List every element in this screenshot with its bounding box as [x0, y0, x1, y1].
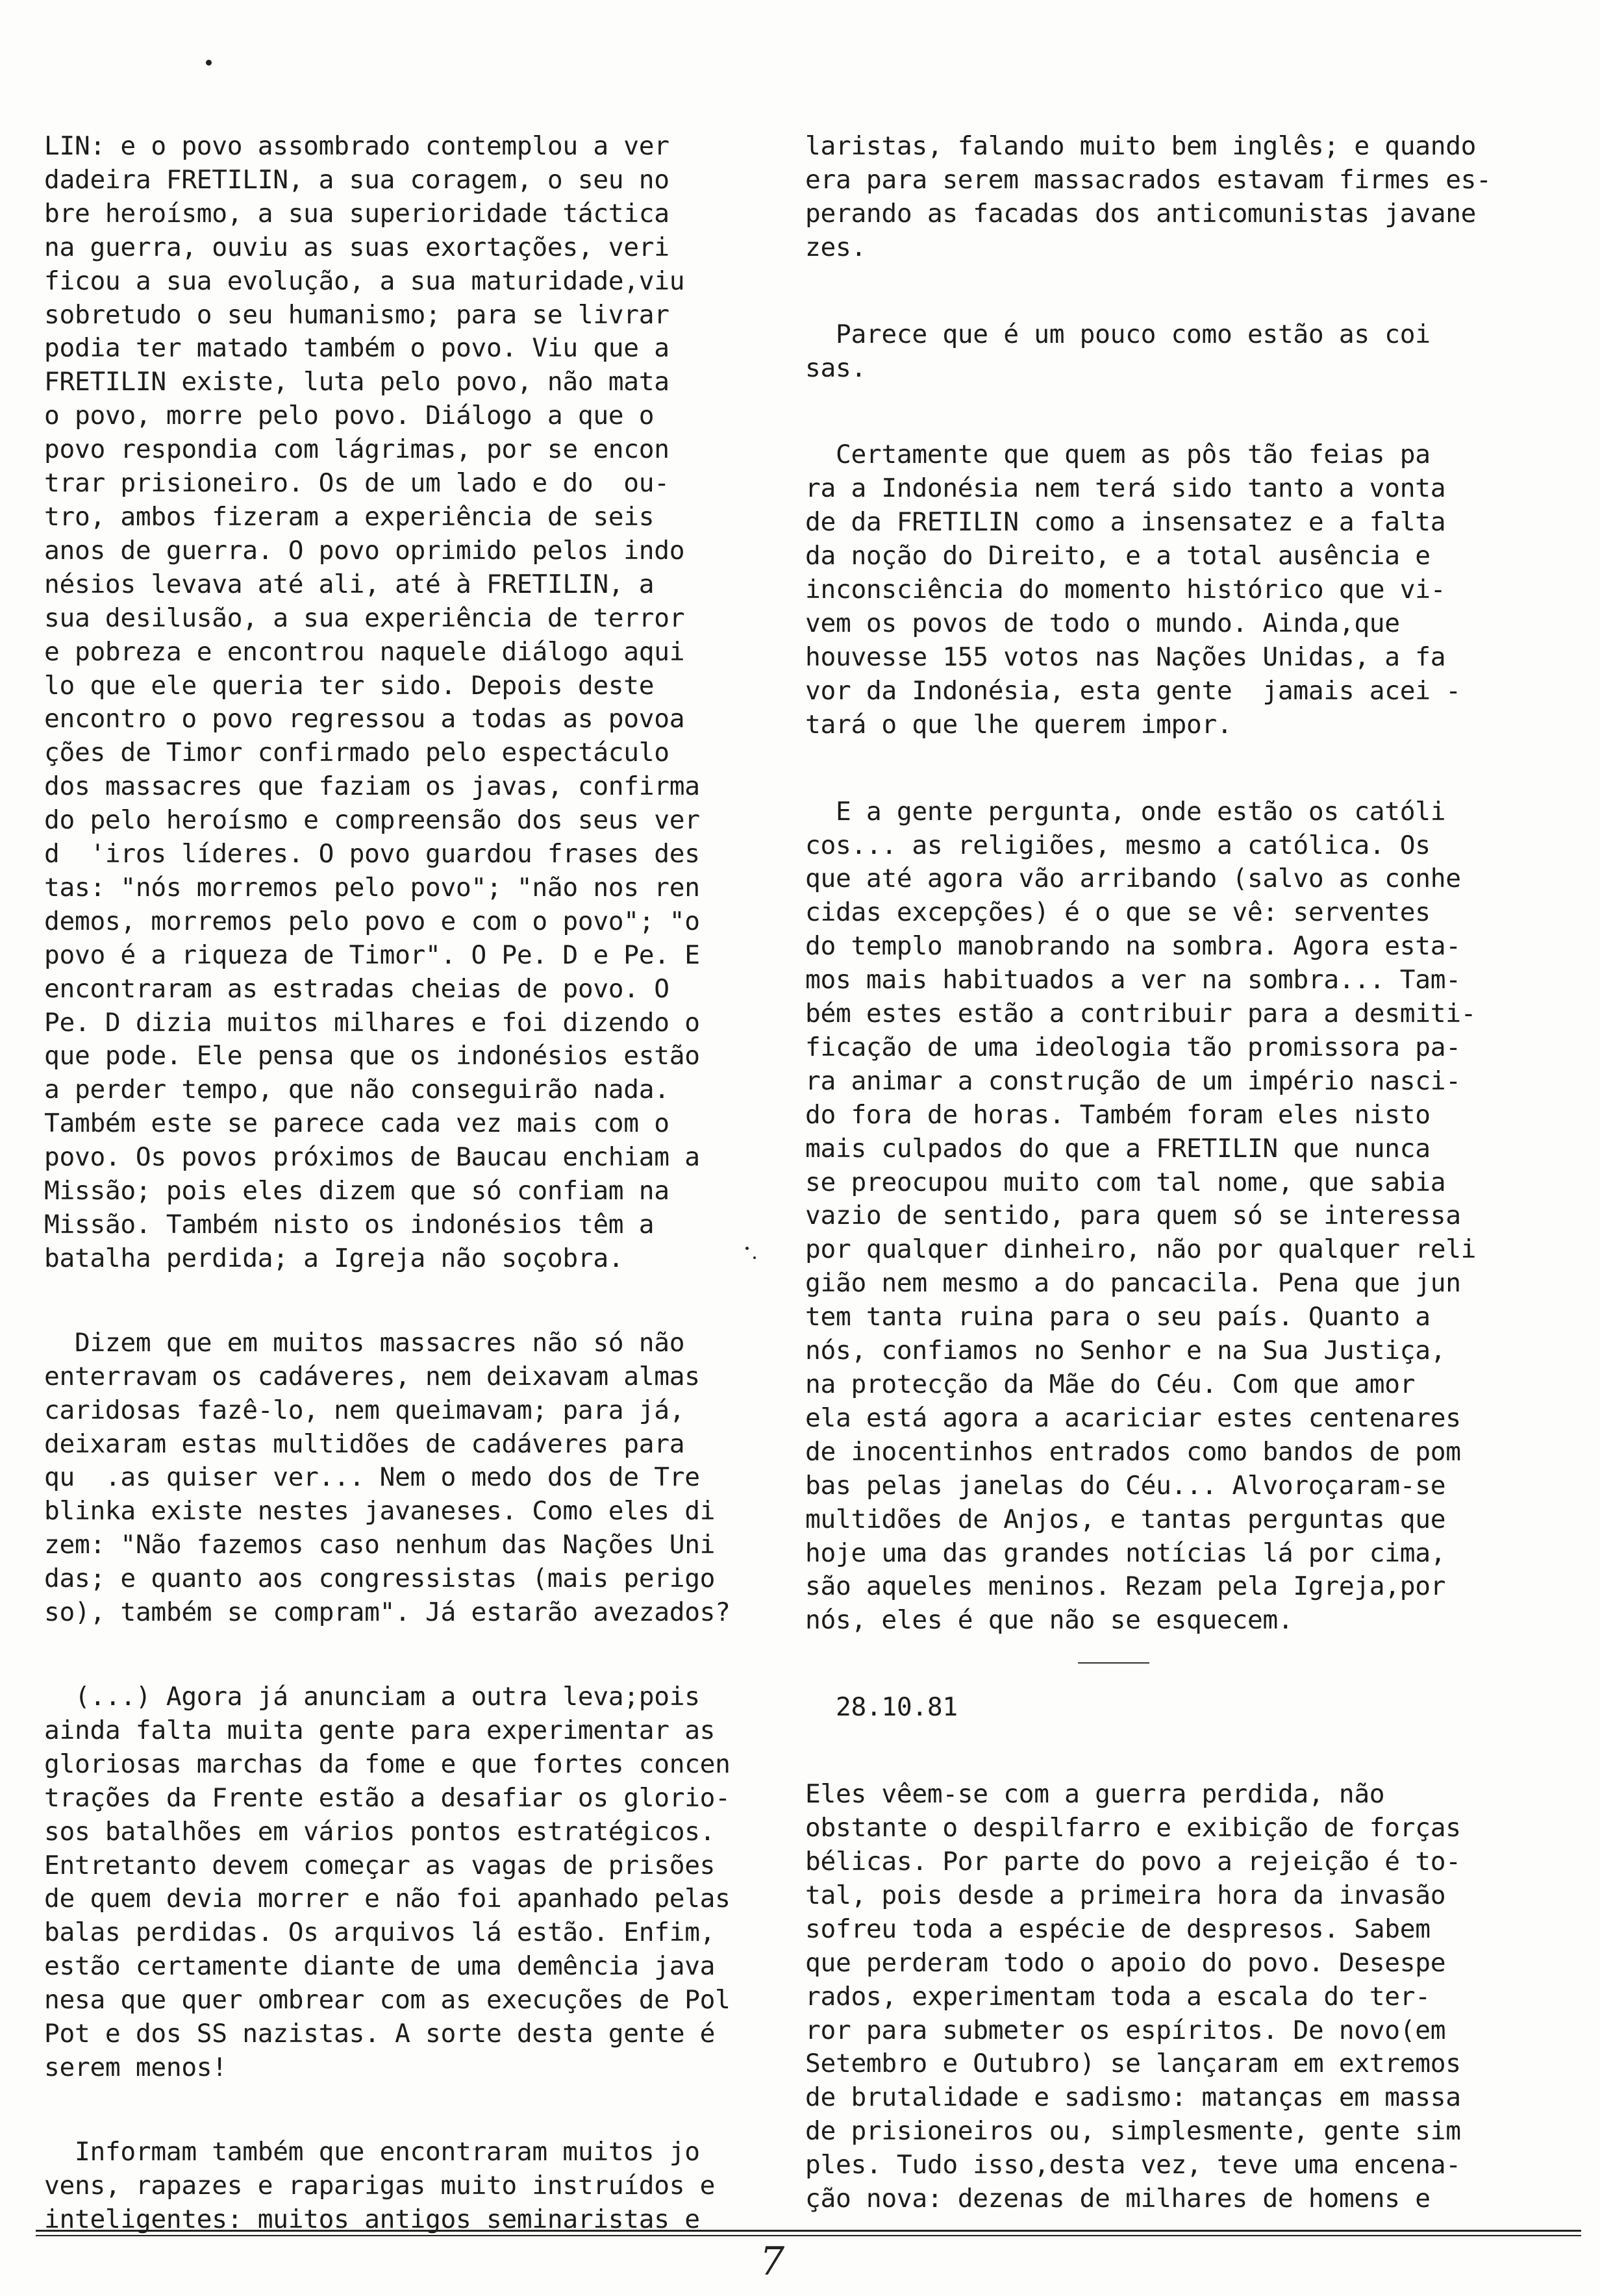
text-line: sofreu toda a espécie de despresos. Sabem — [805, 1914, 1431, 1944]
text-line: Setembro e Outubro) se lançaram em extremos — [805, 2049, 1461, 2079]
text-line: Missão; pois eles dizem que só confiam na — [44, 1176, 669, 1206]
text-line: trações da Frente estão a desafiar os glorio- — [44, 1782, 731, 1813]
text-line: Parece que é um pouco como estão as coi — [805, 319, 1431, 349]
paragraph — [805, 318, 1552, 386]
text-line: dadeira FRETILIN, a sua coragem, o seu no — [44, 164, 669, 195]
text-line: povo respondia com lágrimas, por se encon — [44, 434, 669, 465]
text-line: de brutalidade e sadismo: matanças em massa — [805, 2082, 1461, 2113]
text-line: encontraram as estradas cheias de povo. O — [44, 973, 669, 1004]
left-column — [44, 130, 791, 2237]
paragraph — [44, 130, 791, 1276]
text-line: sas. — [805, 353, 866, 383]
text-line: vazio de sentido, para quem só se interessa — [805, 1201, 1461, 1231]
text-line: ficou a sua evolução, a sua maturidade,viu — [44, 266, 685, 296]
text-line: vem os povos de todo o mundo. Ainda,que — [805, 608, 1400, 638]
separator-dash — [1078, 1662, 1149, 1664]
text-line: ples. Tudo isso,desta vez, teve uma encena- — [805, 2150, 1461, 2180]
text-line: Eles vêem-se com a guerra perdida, não — [805, 1779, 1385, 1810]
text-line: na guerra, ouviu as suas exortações, veri — [44, 232, 669, 262]
text-line: povo. Os povos próximos de Baucau enchiam a — [44, 1142, 700, 1173]
page-number: 7 — [760, 2239, 785, 2284]
text-line: perando as facadas dos anticomunistas javane — [805, 198, 1477, 229]
text-line: Informam também que encontraram muitos jo — [44, 2136, 700, 2167]
text-line: encontro o povo regressou a todas as povoa — [44, 704, 685, 734]
text-line: obstante o despilfarro e exibição de forças — [805, 1813, 1461, 1843]
text-line: Dizem que em muitos massacres não só não — [44, 1327, 685, 1358]
text-line: o povo, morre pelo povo. Diálogo a que o — [44, 401, 655, 431]
text-line: tro, ambos fizeram a experiência de seis — [44, 501, 655, 532]
footer-rule — [36, 2230, 1581, 2236]
text-line: hoje uma das grandes notícias lá por cima, — [805, 1538, 1446, 1568]
paragraph — [805, 438, 1552, 742]
right-column — [805, 130, 1552, 2216]
text-line: so), também se compram". Já estarão avezados? — [44, 1597, 731, 1628]
text-line: enterravam os cadáveres, nem deixavam almas — [44, 1361, 700, 1391]
text-line: (...) Agora já anunciam a outra leva;pois — [44, 1681, 700, 1712]
ink-speck — [745, 1247, 749, 1250]
text-line: Pe. D dizia muitos milhares e foi dizendo o — [44, 1007, 700, 1038]
text-line: que pode. Ele pensa que os indonésios estão — [44, 1041, 700, 1071]
paragraph — [44, 1680, 791, 2085]
text-line: mais culpados do que a FRETILIN que nunca — [805, 1133, 1431, 1164]
text-line: inconsciência do momento histórico que vi- — [805, 575, 1446, 605]
text-line: ra a Indonésia nem terá sido tanto a vonta — [805, 473, 1446, 504]
text-line: nós, eles é que não se esquecem. — [805, 1605, 1294, 1636]
text-line: de da FRETILIN como a insensatez e a falta — [805, 507, 1446, 538]
text-line: vor da Indonésia, esta gente jamais acei - — [805, 675, 1461, 706]
paragraph — [805, 795, 1552, 1638]
text-line: de quem devia morrer e não foi apanhado pelas — [44, 1884, 731, 1914]
text-line: bre heroísmo, a sua superioridade táctica — [44, 198, 669, 229]
text-line: qu .as quiser ver... Nem o medo dos de Tre — [44, 1462, 700, 1493]
text-line: FRETILIN existe, luta pelo povo, não mata — [44, 367, 669, 397]
text-line: que até agora vão arribando (salvo as conhe — [805, 864, 1461, 894]
text-line: blinka existe nestes javaneses. Como eles di — [44, 1496, 716, 1527]
text-line: gloriosas marchas da fome e que fortes concen — [44, 1749, 731, 1779]
text-line: da noção do Direito, e a total ausência e — [805, 541, 1431, 571]
paragraph — [44, 1327, 791, 1630]
text-line: tará o que lhe querem impor. — [805, 709, 1232, 740]
text-line: e pobreza e encontrou naquele diálogo aqui — [44, 636, 685, 667]
text-line: E a gente pergunta, onde estão os católi — [805, 796, 1446, 827]
text-line: por qualquer dinheiro, não por qualquer reli — [805, 1234, 1477, 1265]
text-line: estão certamente diante de uma demência java — [44, 1951, 716, 1982]
text-line: 28.10.81 — [805, 1692, 958, 1723]
text-line: ficação de uma ideologia tão promissora pa- — [805, 1032, 1461, 1062]
text-line: caridosas fazê-lo, nem queimavam; para já, — [44, 1395, 685, 1425]
text-line: se preocupou muito com tal nome, que sabia — [805, 1167, 1446, 1197]
text-line: podia ter matado também o povo. Viu que a — [44, 333, 669, 364]
paragraph — [44, 2136, 791, 2237]
text-line: na protecção da Mãe do Céu. Com que amor — [805, 1369, 1416, 1399]
ink-speck — [206, 60, 212, 66]
text-line: gião nem mesmo a do pancacila. Pena que jun — [805, 1268, 1461, 1299]
text-line: bas pelas janelas do Céu... Alvoroçaram-se — [805, 1470, 1446, 1501]
text-line: vens, rapazes e raparigas muito instruídos e — [44, 2170, 716, 2201]
text-line: Entretanto devem começar as vagas de prisões — [44, 1850, 716, 1880]
text-line: ror para submeter os espíritos. De novo(em — [805, 2015, 1446, 2045]
text-line: rados, experimentam toda a escala do ter- — [805, 1981, 1431, 2012]
text-line: são aqueles meninos. Rezam pela Igreja,por — [805, 1571, 1446, 1602]
text-line: das; e quanto aos congressistas (mais perigo — [44, 1564, 716, 1594]
text-line: Certamente que quem as pôs tão feias pa — [805, 440, 1431, 470]
text-line: trar prisioneiro. Os de um lado e do ou- — [44, 468, 669, 499]
text-line: balas perdidas. Os arquivos lá estão. Enfim, — [44, 1917, 716, 1948]
text-line: ção nova: dezenas de milhares de homens e — [805, 2184, 1431, 2214]
text-line: era para serem massacrados estavam firmes es- — [805, 164, 1492, 195]
text-line: cidas excepções) é o que se vê: serventes — [805, 897, 1431, 928]
paragraph — [805, 1778, 1552, 2216]
text-line: sos batalhões em vários pontos estratégicos. — [44, 1816, 716, 1847]
text-line: povo é a riqueza de Timor". O Pe. D e Pe. E — [44, 940, 700, 970]
text-line: do templo manobrando na sombra. Agora esta- — [805, 931, 1461, 962]
text-line: lo que ele queria ter sido. Depois deste — [44, 670, 655, 701]
text-line: nós, confiamos no Senhor e na Sua Justiça, — [805, 1336, 1446, 1366]
text-line: anos de guerra. O povo oprimido pelos indo — [44, 535, 685, 566]
text-line: zes. — [805, 232, 866, 262]
text-line: tal, pois desde a primeira hora da invasão — [805, 1880, 1446, 1910]
text-line: tem tanta ruina para o seu país. Quanto a — [805, 1302, 1431, 1332]
text-line: serem menos! — [44, 2052, 227, 2082]
text-line: tas: "nós morremos pelo povo"; "não nos ren — [44, 872, 700, 903]
text-line: cos... as religiões, mesmo a católica. Os — [805, 830, 1431, 860]
text-line: de inocentinhos entrados como bandos de pom — [805, 1436, 1461, 1467]
text-line: houvesse 155 votos nas Nações Unidas, a fa — [805, 642, 1446, 672]
text-line: ela está agora a acariciar estes centenares — [805, 1403, 1461, 1433]
text-line: do pelo heroísmo e compreensão dos seus ver — [44, 805, 700, 836]
text-line: inteligentes: muitos antigos seminaristas e — [44, 2204, 700, 2234]
text-line: Missão. Também nisto os indonésios têm a — [44, 1210, 655, 1240]
text-line: sua desilusão, a sua experiência de terror — [44, 603, 685, 633]
text-line: mos mais habituados a ver na sombra... Tam- — [805, 965, 1461, 995]
text-line: demos, morremos pelo povo e com o povo"; "o — [44, 906, 700, 936]
text-line: nesa que quer ombrear com as execuções de Pol — [44, 1985, 731, 2015]
text-line: nésios levava até ali, até à FRETILIN, a — [44, 569, 655, 599]
ink-speck — [753, 1256, 756, 1259]
text-line: bém estes estão a contribuir para a desmiti- — [805, 999, 1477, 1029]
text-line: multidões de Anjos, e tantas perguntas que — [805, 1504, 1446, 1534]
text-line: sobretudo o seu humanismo; para se livrar — [44, 299, 669, 330]
text-line: dos massacres que faziam os javas, confirma — [44, 771, 700, 802]
text-line: ainda falta muita gente para experimentar as — [44, 1715, 716, 1745]
text-line: bélicas. Por parte do povo a rejeição é to- — [805, 1846, 1461, 1877]
text-line: Também este se parece cada vez mais com o — [44, 1108, 669, 1139]
text-line: ra animar a construção de um império nasci- — [805, 1066, 1461, 1096]
text-line: ções de Timor confirmado pelo espectáculo — [44, 738, 669, 768]
text-line: laristas, falando muito bem inglês; e quando — [805, 131, 1477, 161]
text-line: a perder tempo, que não conseguirão nada. — [44, 1075, 669, 1105]
text-line: batalha perdida; a Igreja não soçobra. — [44, 1243, 624, 1273]
text-line: deixaram estas multidões de cadáveres para — [44, 1429, 685, 1459]
text-line: que perderam todo o apoio do povo. Desespe — [805, 1947, 1446, 1978]
text-line: Pot e dos SS nazistas. A sorte desta gente é — [44, 2019, 716, 2049]
text-line: de prisioneiros ou, simplesmente, gente sim — [805, 2116, 1461, 2147]
text-line: do fora de horas. Também foram eles nisto — [805, 1099, 1431, 1130]
text-line: LIN: e o povo assombrado contemplou a ver — [44, 131, 669, 161]
text-line: zem: "Não fazemos caso nenhum das Nações Uni — [44, 1530, 716, 1560]
date-line — [805, 1691, 1552, 1725]
text-line: d 'iros líderes. O povo guardou frases des — [44, 839, 700, 869]
paragraph — [805, 130, 1552, 265]
